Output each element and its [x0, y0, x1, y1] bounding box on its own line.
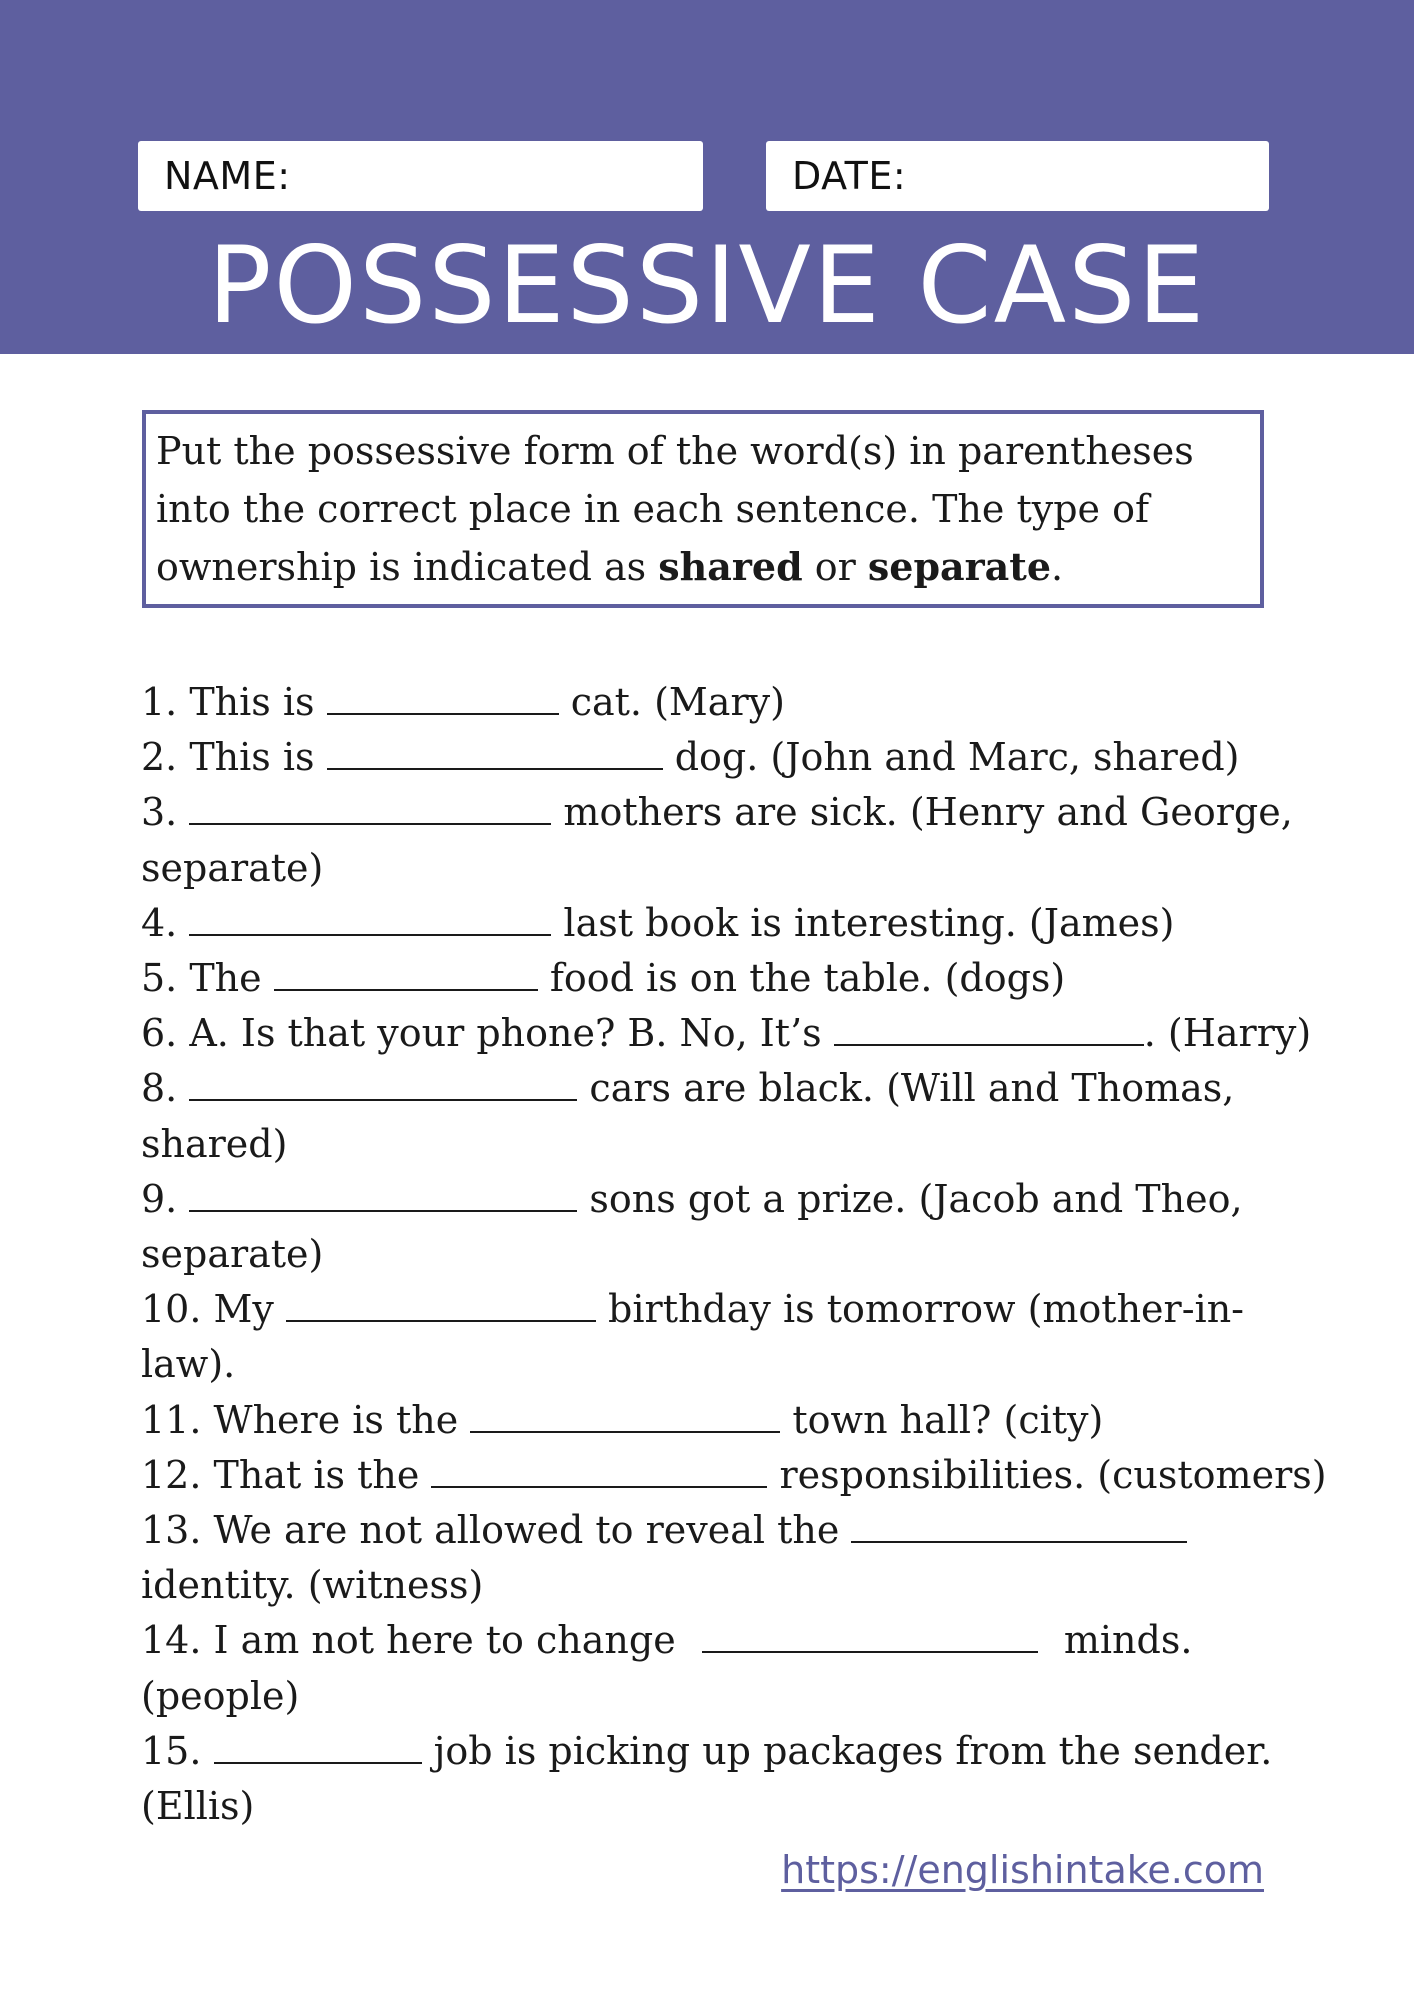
exercise-text: town hall? (city)	[780, 1397, 1104, 1442]
exercise-text: 12. That is the	[141, 1452, 432, 1497]
instructions-text-or: or	[802, 545, 868, 589]
exercise-text: dog. (John and Marc, shared)	[662, 735, 1240, 780]
website-link[interactable]: https://englishintake.com	[781, 1848, 1264, 1892]
exercise-text: minds.	[1051, 1618, 1193, 1663]
exercise-6	[141, 1006, 1312, 1061]
exercise-text: 13. We are not allowed to reveal the	[141, 1508, 852, 1553]
exercise-9	[141, 1172, 1281, 1227]
exercise-3-continued	[141, 841, 1281, 896]
exercise-text: cars are black. (Will and Thomas,	[577, 1066, 1235, 1111]
answer-blank-6[interactable]	[834, 1008, 1144, 1046]
exercise-text: 14. I am not here to change	[141, 1618, 688, 1663]
exercise-15-continued	[141, 1779, 1281, 1834]
answer-blank-5[interactable]	[274, 953, 538, 991]
exercise-text: law).	[141, 1342, 236, 1387]
exercise-11	[141, 1393, 1281, 1448]
exercise-text: sons got a prize. (Jacob and Theo,	[577, 1176, 1243, 1221]
name-label: NAME:	[164, 154, 291, 198]
answer-blank-1[interactable]	[327, 677, 559, 715]
exercise-text: 10. My	[141, 1287, 286, 1332]
exercise-text: 3.	[141, 790, 190, 835]
exercise-13-continued	[141, 1558, 1281, 1613]
exercise-text: cat. (Mary)	[558, 680, 785, 724]
exercise-list	[141, 675, 1327, 1834]
exercise-text: identity. (witness)	[141, 1563, 484, 1608]
answer-blank-11[interactable]	[470, 1395, 780, 1433]
exercise-15	[141, 1724, 1281, 1779]
exercise-text: . (Harry)	[1143, 1011, 1312, 1056]
header-banner	[0, 0, 1414, 354]
exercise-text: (people)	[141, 1673, 300, 1718]
exercise-3	[141, 785, 1293, 840]
exercise-text: separate)	[141, 845, 324, 890]
instructions-period: .	[1051, 545, 1064, 589]
exercise-1	[141, 675, 1281, 730]
exercise-text: 8.	[141, 1066, 190, 1111]
answer-blank-10[interactable]	[286, 1284, 596, 1322]
exercise-text: 9.	[141, 1176, 190, 1221]
answer-blank-3[interactable]	[189, 787, 551, 825]
exercise-text: food is on the table. (dogs)	[537, 956, 1066, 1001]
exercise-8	[141, 1061, 1281, 1116]
answer-blank-12[interactable]	[431, 1450, 767, 1488]
exercise-text: (Ellis)	[141, 1784, 255, 1829]
exercise-text: last book is interesting. (James)	[551, 900, 1175, 945]
instructions-bold-separate: separate	[867, 544, 1052, 589]
instructions-bold-shared: shared	[658, 544, 803, 589]
exercise-text: responsibilities. (customers)	[767, 1452, 1327, 1497]
exercise-12	[141, 1448, 1327, 1503]
exercise-text: 5. The	[141, 956, 274, 1001]
exercise-14	[141, 1613, 1281, 1668]
exercise-10-continued	[141, 1337, 1281, 1392]
date-field[interactable]	[766, 141, 1269, 211]
name-field[interactable]	[138, 141, 703, 211]
answer-blank-14[interactable]	[702, 1615, 1038, 1653]
exercise-text: job is picking up packages from the sender.	[421, 1728, 1273, 1773]
answer-blank-15[interactable]	[214, 1726, 422, 1764]
answer-blank-9[interactable]	[189, 1174, 577, 1212]
exercise-text: 15.	[141, 1728, 214, 1773]
exercise-8-continued	[141, 1117, 1281, 1172]
exercise-text: 6. A. Is that your phone? B. No, It’s	[141, 1011, 834, 1056]
exercise-9-continued	[141, 1227, 1281, 1282]
exercise-13	[141, 1503, 1281, 1558]
instructions-text: Put the possessive form of the word(s) in parentheses into the correct place in each sentence. The type of ownership is indicated as	[156, 429, 1194, 589]
exercise-text: 1. This is	[141, 680, 327, 724]
answer-blank-4[interactable]	[189, 898, 551, 936]
exercise-text: mothers are sick. (Henry and George,	[551, 790, 1293, 835]
exercise-4	[141, 896, 1281, 951]
exercise-text: separate)	[141, 1232, 324, 1277]
page-title: POSSESSIVE CASE	[207, 224, 1207, 347]
exercise-10	[141, 1282, 1281, 1337]
exercise-5	[141, 951, 1281, 1006]
exercise-14-continued	[141, 1669, 1281, 1724]
answer-blank-13[interactable]	[851, 1505, 1187, 1543]
exercise-text: 4.	[141, 900, 190, 945]
exercise-text: shared)	[141, 1121, 288, 1166]
exercise-text: birthday is tomorrow (mother-in-	[595, 1287, 1245, 1332]
exercise-text: 11. Where is the	[141, 1397, 471, 1442]
exercise-text: 2. This is	[141, 735, 327, 780]
answer-blank-2[interactable]	[327, 732, 663, 770]
exercise-2	[141, 730, 1281, 785]
instructions-box	[142, 410, 1264, 608]
date-label: DATE:	[792, 154, 907, 198]
answer-blank-8[interactable]	[189, 1063, 577, 1101]
